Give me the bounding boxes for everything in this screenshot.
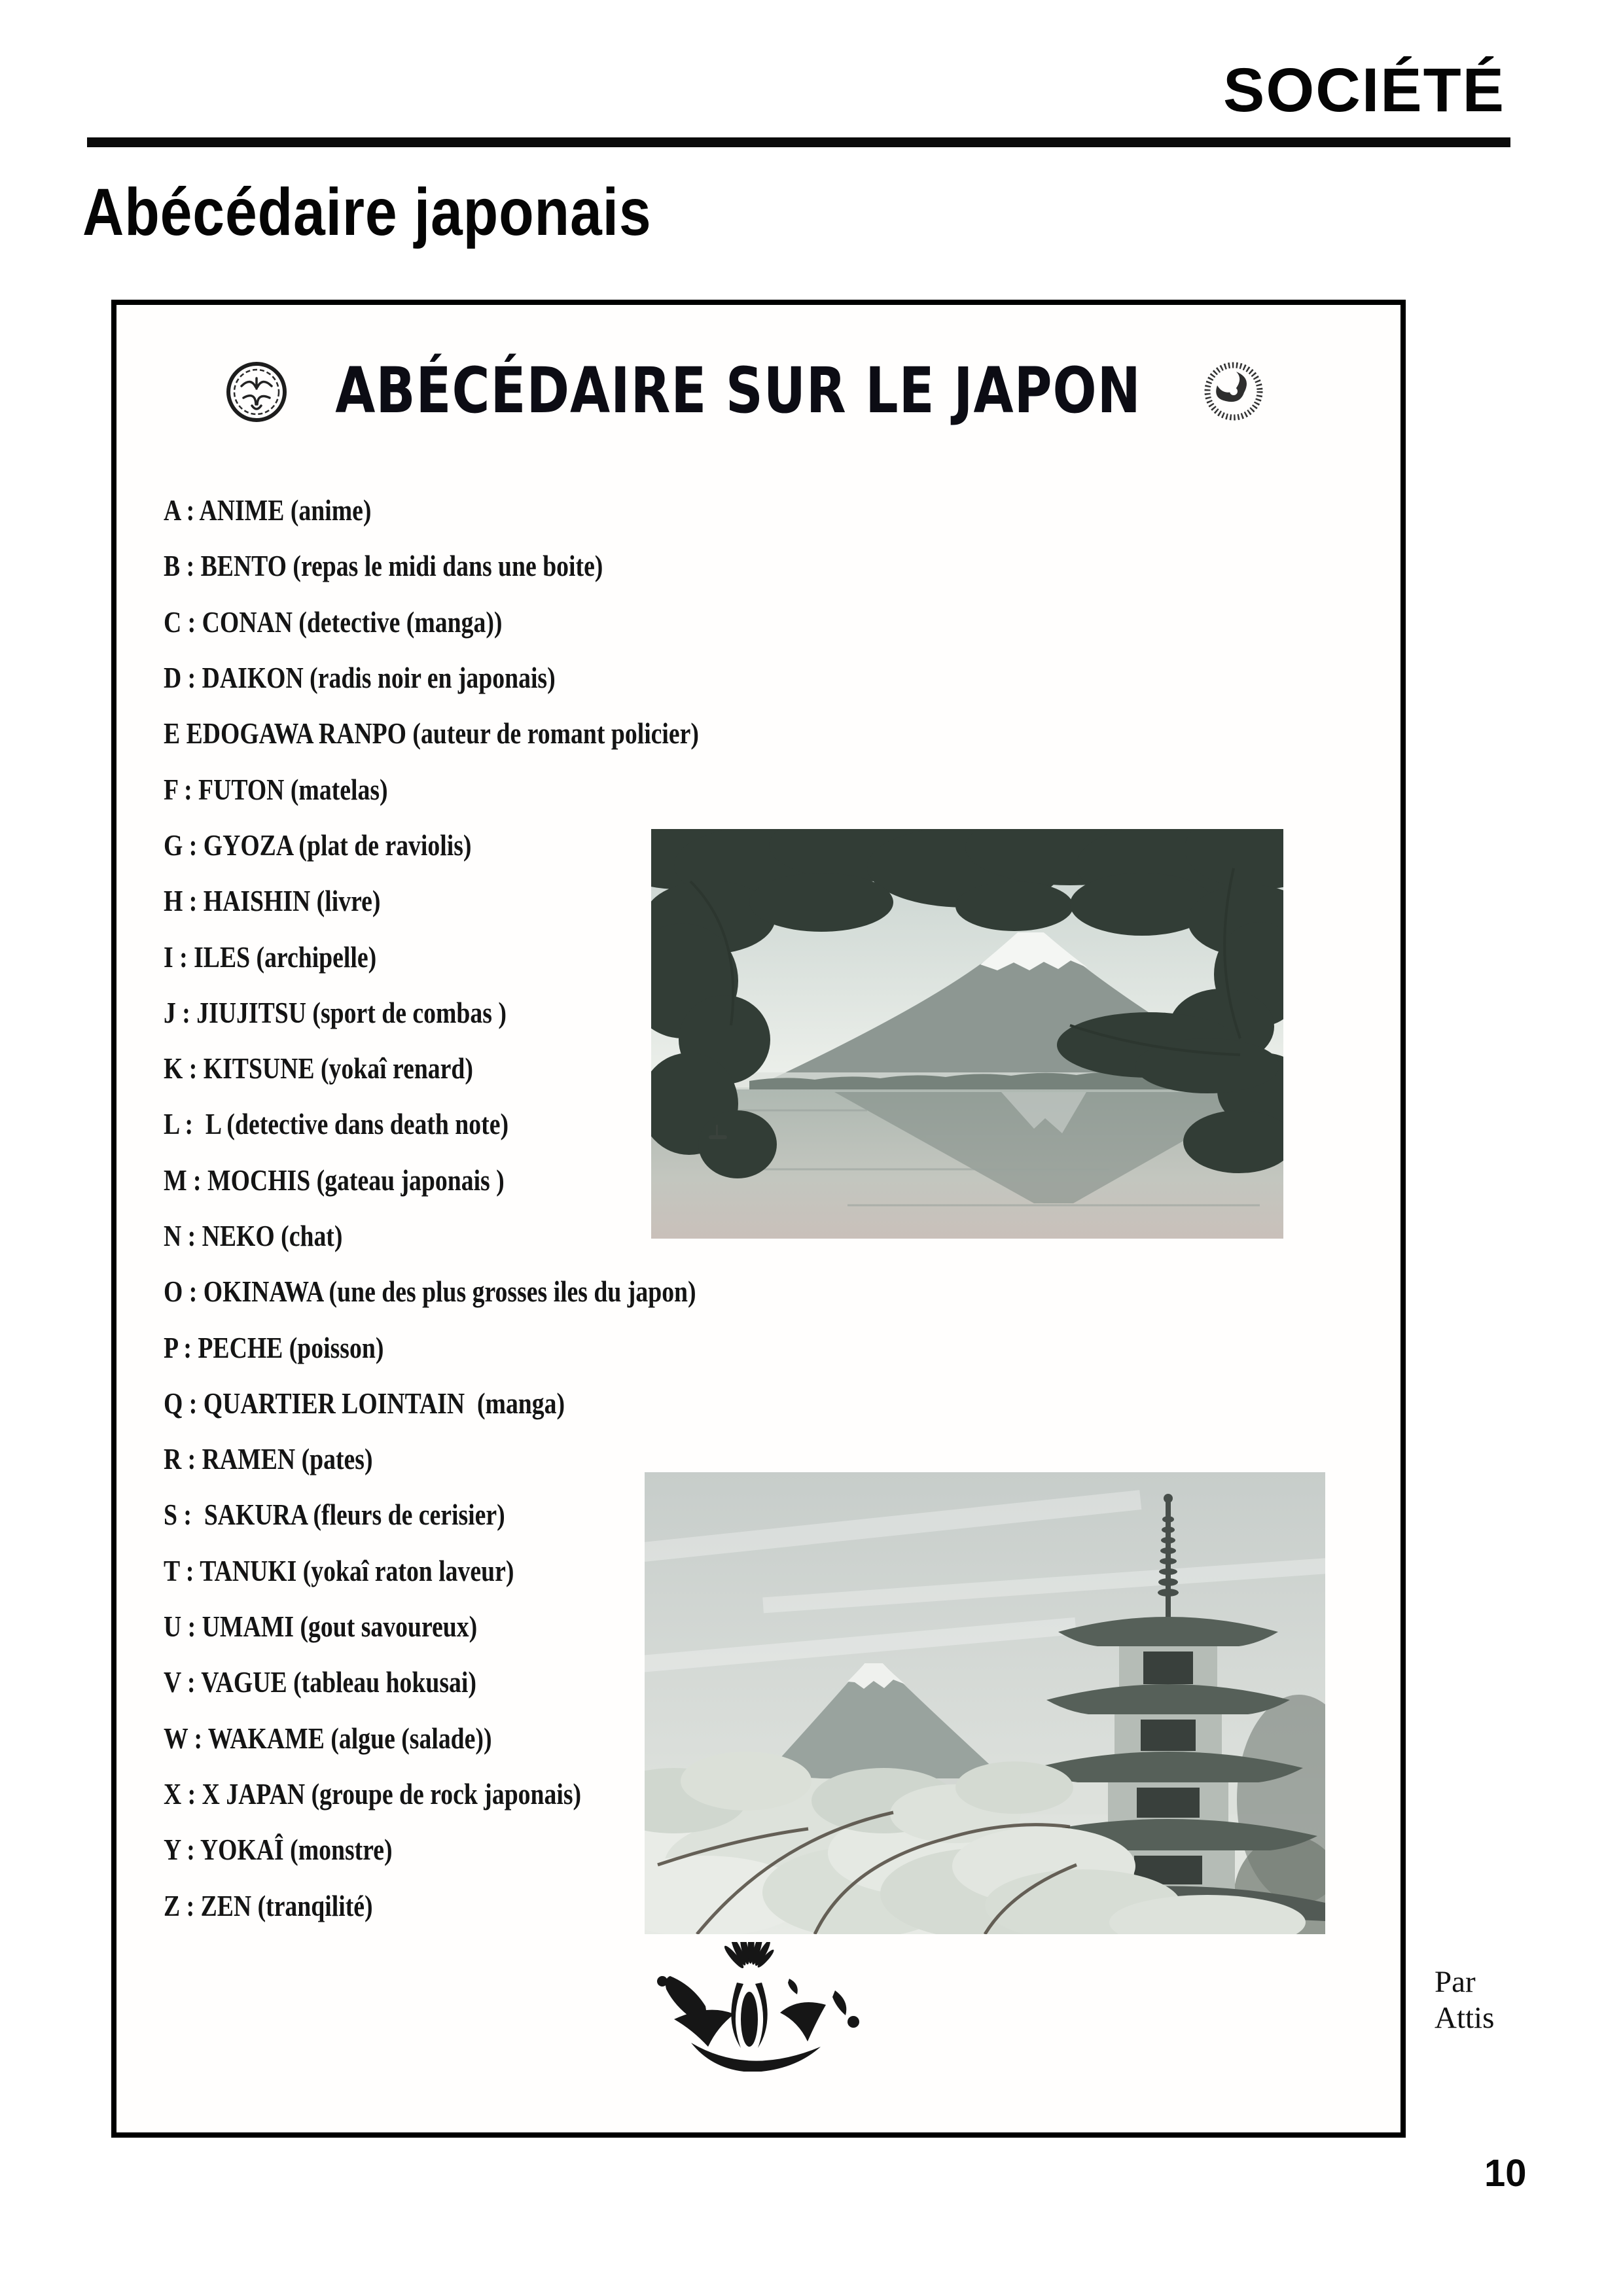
round-foliage-crest-icon	[226, 360, 288, 424]
list-item: X : X JAPAN (groupe de rock japonais)	[164, 1776, 582, 1810]
list-item: Q : QUARTIER LOINTAIN (manga)	[164, 1386, 565, 1420]
list-item: T : TANUKI (yokaî raton laveur)	[164, 1553, 514, 1587]
list-item: A : ANIME (anime)	[164, 493, 372, 527]
list-item: J : JIUJITSU (sport de combas )	[164, 995, 507, 1029]
page-number: 10	[1484, 2152, 1527, 2195]
mount-fuji-lake-reflection-photo	[651, 829, 1283, 1239]
byline	[1435, 1964, 1494, 2036]
byline-line2: Attis	[1435, 2001, 1495, 2035]
list-item: V : VAGUE (tableau hokusai)	[164, 1665, 476, 1699]
list-item: R : RAMEN (pates)	[164, 1442, 373, 1476]
list-item: G : GYOZA (plat de raviolis)	[164, 828, 472, 862]
round-stippled-swirl-crest-icon	[1203, 359, 1264, 424]
list-item: H : HAISHIN (livre)	[164, 884, 381, 918]
list-item: E EDOGAWA RANPO (auteur de romant policier)	[164, 716, 699, 751]
list-item: I : ILES (archipelle)	[164, 940, 377, 974]
list-item: P : PECHE (poisson)	[164, 1330, 384, 1364]
header-rule	[87, 137, 1510, 147]
list-item: K : KITSUNE (yokaî renard)	[164, 1051, 473, 1086]
list-item: B : BENTO (repas le midi dans une boite)	[164, 549, 603, 583]
list-item: D : DAIKON (radis noir en japonais)	[164, 661, 556, 695]
list-item: O : OKINAWA (une des plus grosses iles du japon)	[164, 1275, 696, 1309]
list-item: U : UMAMI (gout savoureux)	[164, 1610, 478, 1644]
page-title: Abécédaire japonais	[82, 175, 652, 249]
list-item: W : WAKAME (algue (salade))	[164, 1721, 492, 1755]
chureito-pagoda-fuji-cherry-blossom-photo	[645, 1472, 1325, 1934]
list-item: S : SAKURA (fleurs de cerisier)	[164, 1498, 505, 1532]
list-item: L : L (detective dans death note)	[164, 1107, 509, 1141]
list-item: C : CONAN (detective (manga))	[164, 605, 503, 639]
black-wave-ornament-icon	[628, 1942, 869, 2072]
section-label: SOCIÉTÉ	[1222, 56, 1505, 125]
byline-line1: Par	[1435, 1965, 1476, 1999]
list-item: M : MOCHIS (gateau japonais )	[164, 1163, 505, 1197]
list-item: N : NEKO (chat)	[164, 1219, 343, 1252]
list-item: F : FUTON (matelas)	[164, 772, 388, 806]
banner-title: ABÉCÉDAIRE SUR LE JAPON	[335, 353, 1141, 428]
list-item: Y : YOKAÎ (monstre)	[164, 1833, 393, 1867]
list-item: Z : ZEN (tranqilité)	[164, 1888, 373, 1922]
